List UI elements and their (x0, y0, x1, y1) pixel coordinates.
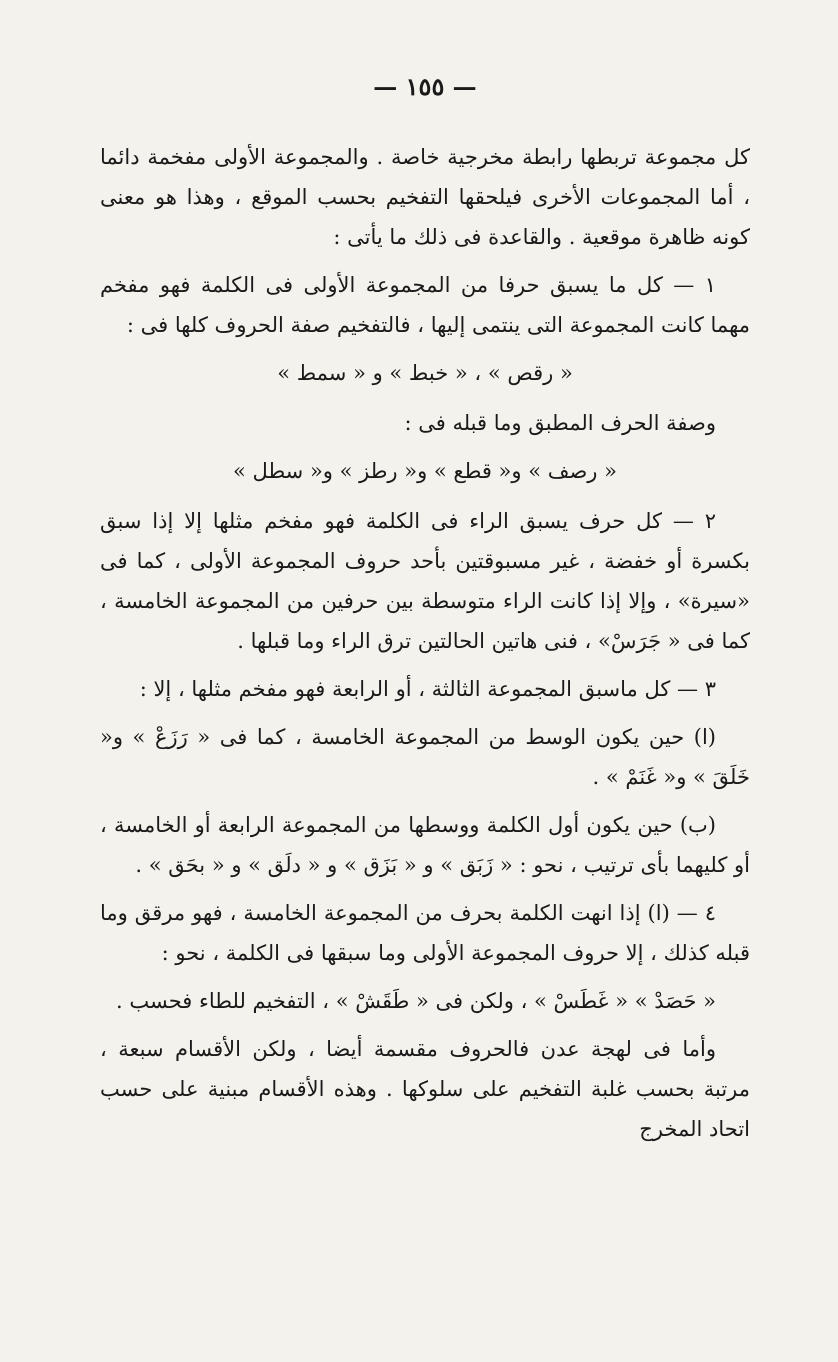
rule-2-paragraph: ٢ — كل حرف يسبق الراء فى الكلمة فهو مفخم مثلها إلا إذا سبق بكسرة أو خفضة ، غير مسبوقتين بأحد حروف المجموعة الأولى ، كما فى «سيرة» ، وإلا إذا كانت الراء متوسطة بين حرفين من المجموعة الخامسة ، كما فى « جَرَسْ» ، فنى هاتين الحالتين ترق الراء وما قبلها . (100, 509, 750, 653)
rule-3a-paragraph: (ا) حين يكون الوسط من المجموعة الخامسة ، كما فى « رَزَعْ » و« خَلَقَ » و« غَنَمْ » . (100, 725, 750, 789)
page-number: — ١٥٥ — (373, 72, 477, 101)
rule-3-paragraph: ٣ — كل ماسبق المجموعة الثالثة ، أو الرابعة فهو مفخم مثلها ، إلا : (139, 677, 716, 701)
rule-4-paragraph: ٤ — (ا) إذا انهت الكلمة بحرف من المجموعة الخامسة ، فهو مرقق وما قبله كذلك ، إلا حروف المجموعة الأولى وما سبقها فى الكلمة ، نحو : (100, 901, 750, 965)
emphatic-letter-examples: « رصف » و« قطع » و« رطز » و« سطل » (233, 459, 617, 483)
intro-paragraph: كل مجموعة تربطها رابطة مخرجية خاصة . والمجموعة الأولى مفخمة دائما ، أما المجموعات الأخرى فيلحقها التفخيم بحسب الموقع ، وهذا هو معنى كونه ظاهرة موقعية . والقاعدة فى ذلك ما يأتى : (100, 145, 750, 249)
rule-4-examples: « حَصَدْ » « غَطَسْ » ، ولكن فى « طَقَشْ » ، التفخيم للطاء فحسب . (116, 989, 716, 1013)
rule-1-examples: « رقص » ، « خبط » و « سمط » (277, 361, 573, 385)
aden-dialect-paragraph: وأما فى لهجة عدن فالحروف مقسمة أيضا ، ولكن الأقسام سبعة ، مرتبة بحسب غلبة التفخيم على سلوكها . وهذه الأقسام مبنية على حسب اتحاد المخرج (100, 1037, 750, 1141)
emphatic-letter-paragraph: وصفة الحرف المطبق وما قبله فى : (404, 411, 716, 435)
rule-3b-paragraph: (ب) حين يكون أول الكلمة ووسطها من المجموعة الرابعة أو الخامسة ، أو كليهما بأى ترتيب ، نحو : « زَبَق » و « بَزَق » و « دلَق » و « بحَق » . (100, 813, 750, 877)
rule-1-paragraph: ١ — كل ما يسبق حرفا من المجموعة الأولى فى الكلمة فهو مفخم مهما كانت المجموعة التى ينتمى إليها ، فالتفخيم صفة الحروف كلها فى : (100, 273, 750, 337)
